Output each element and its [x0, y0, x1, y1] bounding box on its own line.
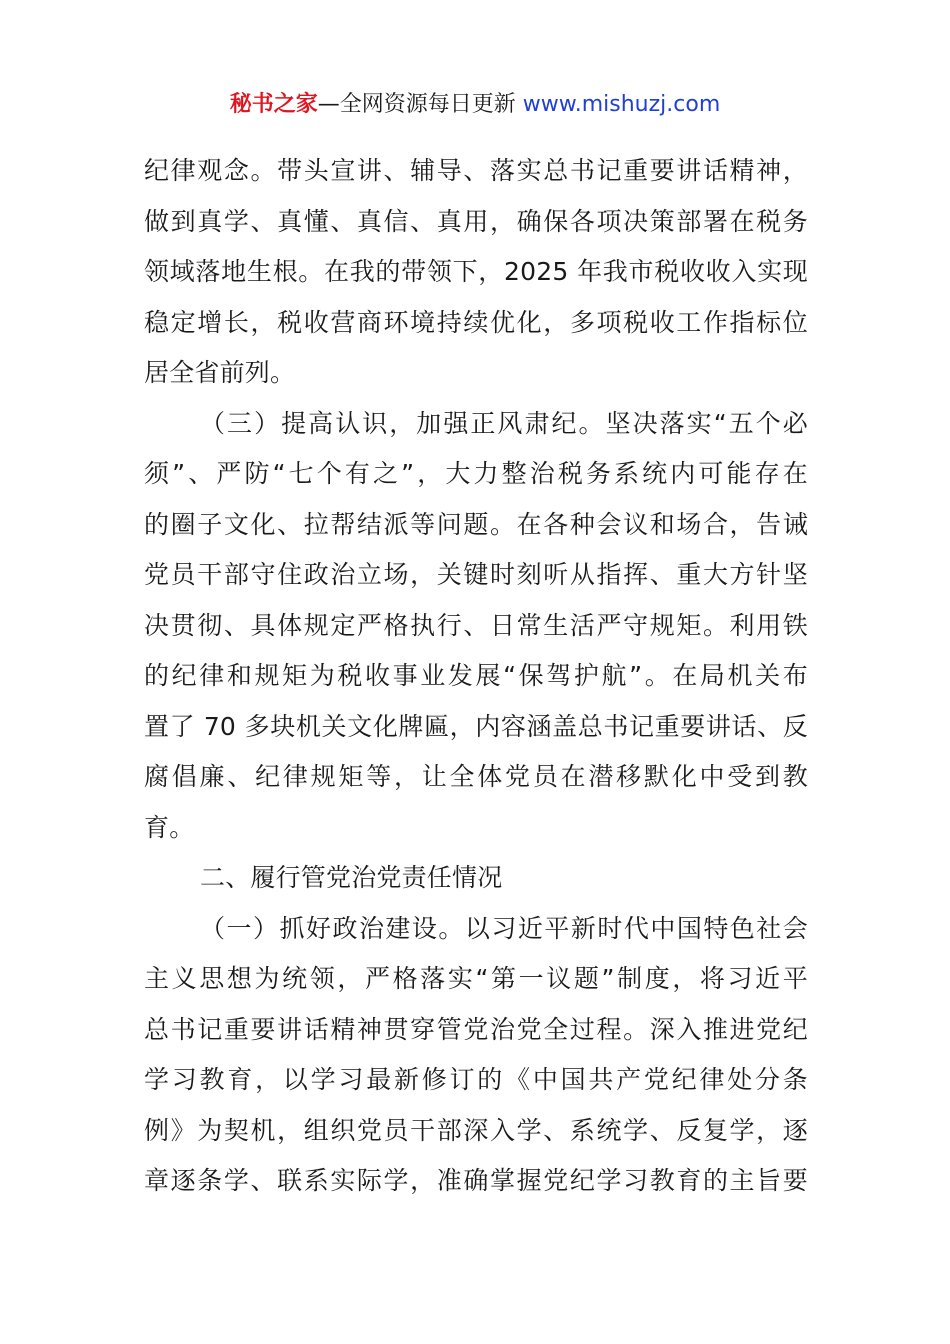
text-line: 做到真学、真懂、真信、真用，确保各项决策部署在税务	[144, 206, 808, 236]
text-line: 例》为契机，组织党员干部深入学、系统学、反复学，逐	[144, 1115, 808, 1145]
text-line: 党员干部守住政治立场，关键时刻听从指挥、重大方针坚	[144, 560, 808, 589]
section-heading: 二、履行管党治党责任情况	[200, 863, 503, 892]
text-line: 居全省前列。	[144, 358, 296, 387]
text-line: 总书记重要讲话精神贯穿管党治党全过程。深入推进党纪	[144, 1014, 808, 1044]
paragraph-start-line: （三）提高认识，加强正风肃纪。坚决落实“五个必	[200, 408, 808, 438]
paragraph-start-line: （一）抓好政治建设。以习近平新时代中国特色社会	[200, 913, 808, 943]
text-line: 纪律观念。带头宣讲、辅导、落实总书记重要讲话精神，	[144, 156, 808, 185]
header-url-link[interactable]: www.mishuzj.com	[522, 92, 721, 117]
text-line: 稳定增长，税收营商环境持续优化，多项税收工作指标位	[144, 307, 808, 337]
text-line: 育。	[144, 812, 195, 842]
header-brand: 秘书之家	[229, 92, 318, 117]
text-line: 决贯彻、具体规定严格执行、日常生活严守规矩。利用铁	[144, 610, 808, 640]
text-line: 置了 70 多块机关文化牌匾，内容涵盖总书记重要讲话、反	[144, 711, 808, 741]
page-header	[0, 88, 950, 122]
document-body	[144, 146, 808, 1207]
text-line: 领域落地生根。在我的带领下，2025 年我市税收收入实现	[144, 257, 808, 286]
text-line: 的纪律和规矩为税收事业发展“保驾护航”。在局机关布	[144, 661, 808, 690]
text-line: 学习教育，以学习最新修订的《中国共产党纪律处分条	[144, 1065, 808, 1094]
text-line: 须”、严防“七个有之”，大力整治税务系统内可能存在	[144, 459, 808, 488]
header-tagline: —全网资源每日更新	[317, 92, 523, 117]
text-line: 的圈子文化、拉帮结派等问题。在各种会议和场合，告诫	[144, 509, 808, 539]
text-line: 腐倡廉、纪律规矩等，让全体党员在潜移默化中受到教	[144, 762, 808, 791]
text-line: 主义思想为统领，严格落实“第一议题”制度，将习近平	[144, 964, 808, 993]
text-line: 章逐条学、联系实际学，准确掌握党纪学习教育的主旨要	[144, 1166, 808, 1195]
